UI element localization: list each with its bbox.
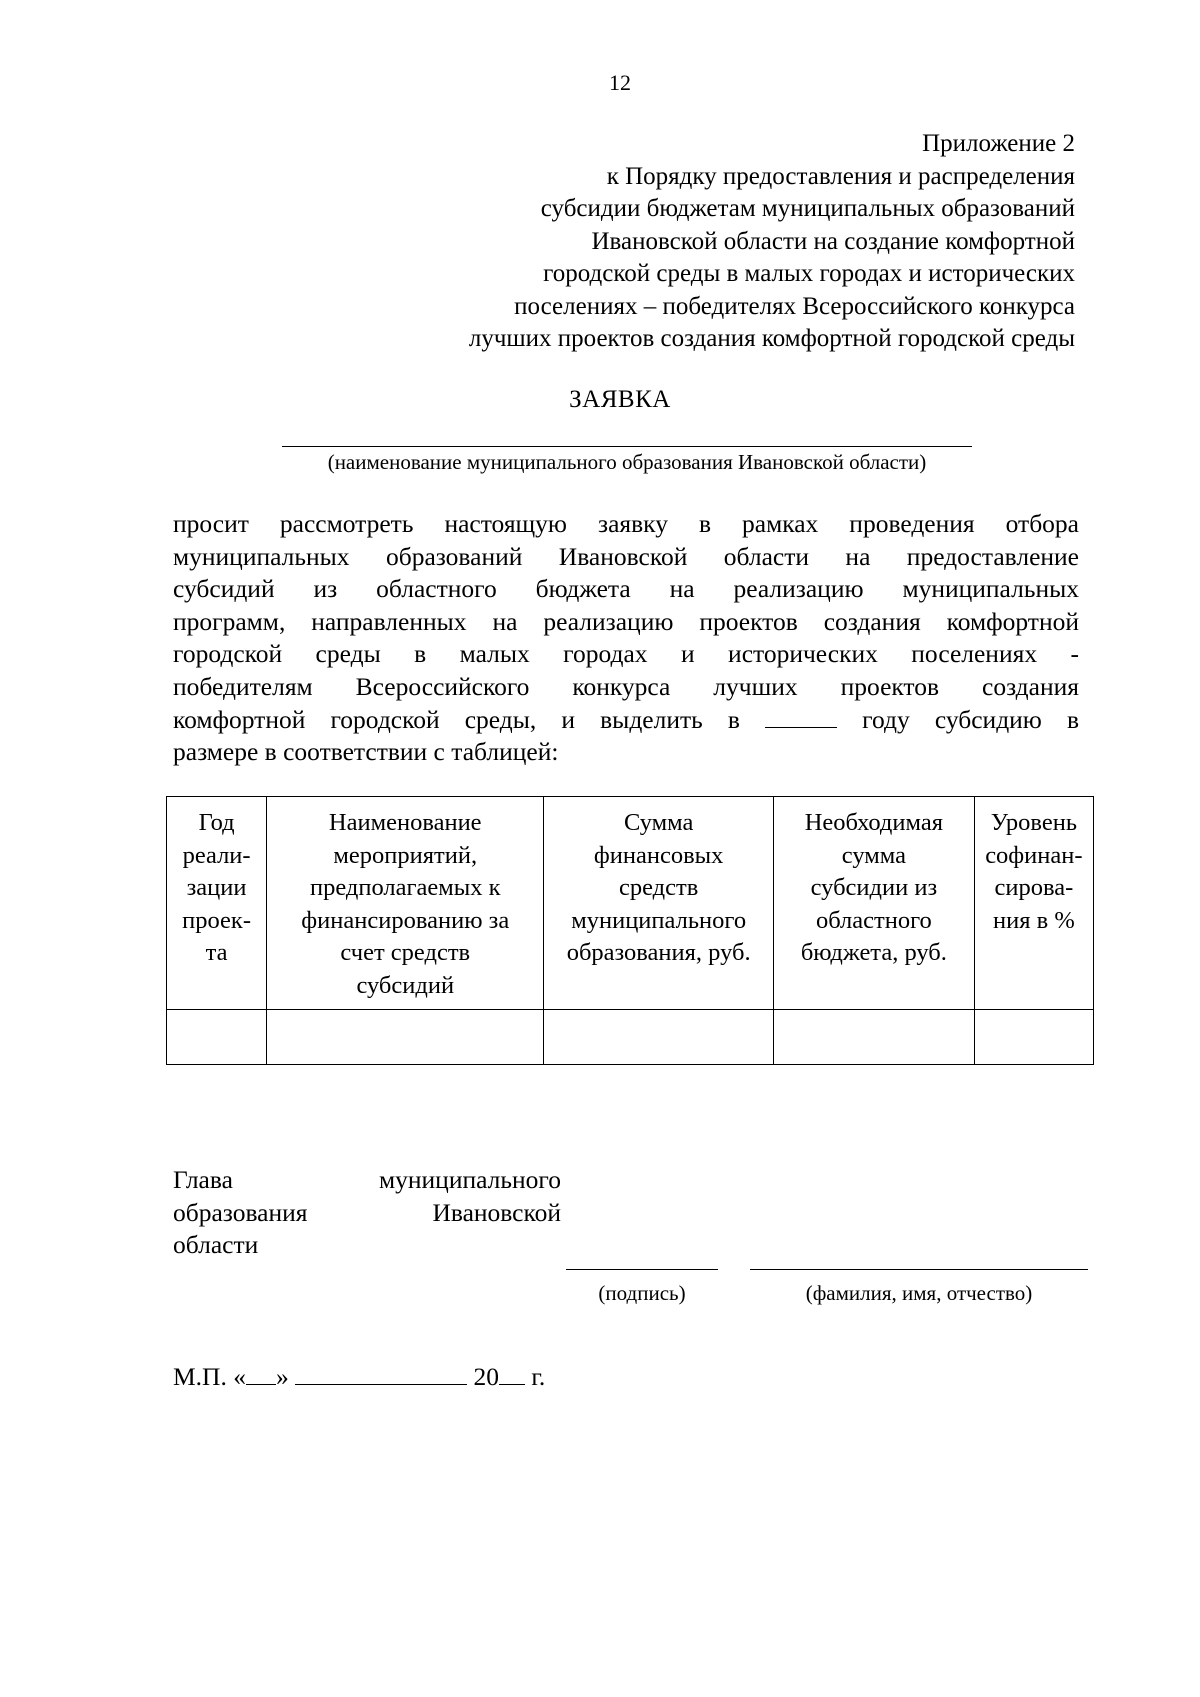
year-suffix-blank-field[interactable] [499, 1362, 525, 1385]
body-line: муниципальных образований Ивановской области на предоставление [173, 541, 1079, 571]
head-title-word: муниципального [379, 1165, 561, 1194]
request-body [173, 508, 1079, 769]
header-line: субсидий [356, 971, 455, 999]
stamp-year-suffix: г. [531, 1362, 546, 1391]
table-row [167, 1009, 1094, 1064]
header-line: муниципального [571, 906, 747, 934]
header-line: субсидии из [810, 874, 938, 902]
appendix-header [315, 128, 1075, 356]
body-line: просит рассмотреть настоящую заявку в рамках проведения отбора [173, 509, 1079, 538]
signature-caption: (подпись) [598, 1281, 686, 1305]
table-header-row [167, 797, 1094, 1010]
page-number: 12 [609, 70, 631, 95]
head-title-block [173, 1164, 561, 1262]
header-line: финансированию за [301, 906, 510, 934]
head-title-word: Глава [173, 1165, 233, 1194]
header-line: проек- [182, 906, 251, 934]
stamp-date-line [173, 1362, 545, 1392]
header-line: Необходимая [804, 809, 943, 836]
appendix-line: к Порядку предоставления и распределения [606, 162, 1075, 190]
header-line: реали- [182, 841, 251, 869]
day-blank-field[interactable] [246, 1362, 276, 1385]
appendix-line: поселениях – победителях Всероссийского конкурса [514, 292, 1075, 320]
body-line-year-before: комфортной городской среды, и выделить в [173, 704, 740, 734]
appendix-line: Ивановской области на создание комфортной [591, 227, 1075, 255]
header-line: областного [815, 906, 932, 934]
header-line: Наименование [328, 809, 482, 836]
body-line-year [173, 704, 1079, 737]
cell-activities[interactable] [267, 1009, 544, 1064]
head-title-word: Ивановской [432, 1197, 561, 1227]
header-line: зации [186, 874, 247, 902]
header-line: ния в % [993, 906, 1075, 934]
header-line: сумма [841, 841, 906, 869]
fullname-caption: (фамилия, имя, отчество) [805, 1281, 1033, 1305]
header-municipal-funds [544, 797, 774, 1010]
body-line: городской среды в малых городах и исторических поселениях - [173, 639, 1079, 669]
cell-year[interactable] [167, 1009, 267, 1064]
appendix-line: лучших проектов создания комфортной городской среды [468, 325, 1075, 352]
appendix-line: субсидии бюджетам муниципальных образований [540, 195, 1075, 222]
cell-regional-subsidy[interactable] [773, 1009, 974, 1064]
month-blank-field[interactable] [295, 1362, 467, 1385]
cell-cofinancing-level[interactable] [974, 1009, 1093, 1064]
header-line: бюджета, руб. [800, 939, 947, 967]
body-line-year-after: году субсидию в [862, 704, 1080, 734]
header-line: счет средств [340, 939, 471, 967]
header-line: софинан- [985, 841, 1083, 869]
municipality-name-line [282, 446, 972, 447]
header-line: образования, руб. [566, 939, 751, 967]
body-line: размере в соответствии с таблицей: [173, 737, 559, 767]
header-cofinancing-level [974, 797, 1093, 1010]
document-title: ЗАЯВКА [569, 386, 671, 413]
stamp-prefix: М.П. « [173, 1362, 246, 1391]
body-line: субсидий из областного бюджета на реализацию муниципальных [173, 574, 1079, 604]
stamp-year-prefix: 20 [473, 1362, 499, 1391]
stamp-close-quote: » [275, 1362, 289, 1391]
header-line: та [205, 939, 228, 967]
header-line: Уровень [990, 809, 1078, 836]
appendix-line: Приложение 2 [922, 130, 1075, 157]
header-regional-subsidy [773, 797, 974, 1010]
head-title-word: области [173, 1230, 259, 1260]
body-line: программ, направленных на реализацию проектов создания комфортной [173, 606, 1079, 636]
signature-line[interactable] [566, 1269, 718, 1270]
appendix-line: городской среды в малых городах и исторических [543, 260, 1075, 287]
head-title-row [173, 1197, 561, 1230]
header-line: средств [619, 874, 699, 902]
header-line: мероприятий, [333, 841, 478, 869]
head-title-word: образования [173, 1197, 308, 1227]
body-line: победителям Всероссийского конкурса лучших проектов создания [173, 671, 1079, 701]
cell-municipal-funds[interactable] [544, 1009, 774, 1064]
header-line: сирова- [994, 874, 1074, 902]
header-line: Год [198, 809, 235, 836]
header-line: предполагаемых к [309, 874, 501, 902]
header-line: Сумма [623, 809, 694, 836]
municipality-name-caption: (наименование муниципального образования Ивановской области) [327, 450, 927, 474]
header-line: финансовых [593, 841, 724, 869]
year-blank-field[interactable] [765, 705, 837, 728]
header-year [167, 797, 267, 1010]
head-title-row [173, 1164, 561, 1197]
subsidy-table [166, 796, 1094, 1065]
header-activities [267, 797, 544, 1010]
fullname-line[interactable] [750, 1269, 1088, 1270]
